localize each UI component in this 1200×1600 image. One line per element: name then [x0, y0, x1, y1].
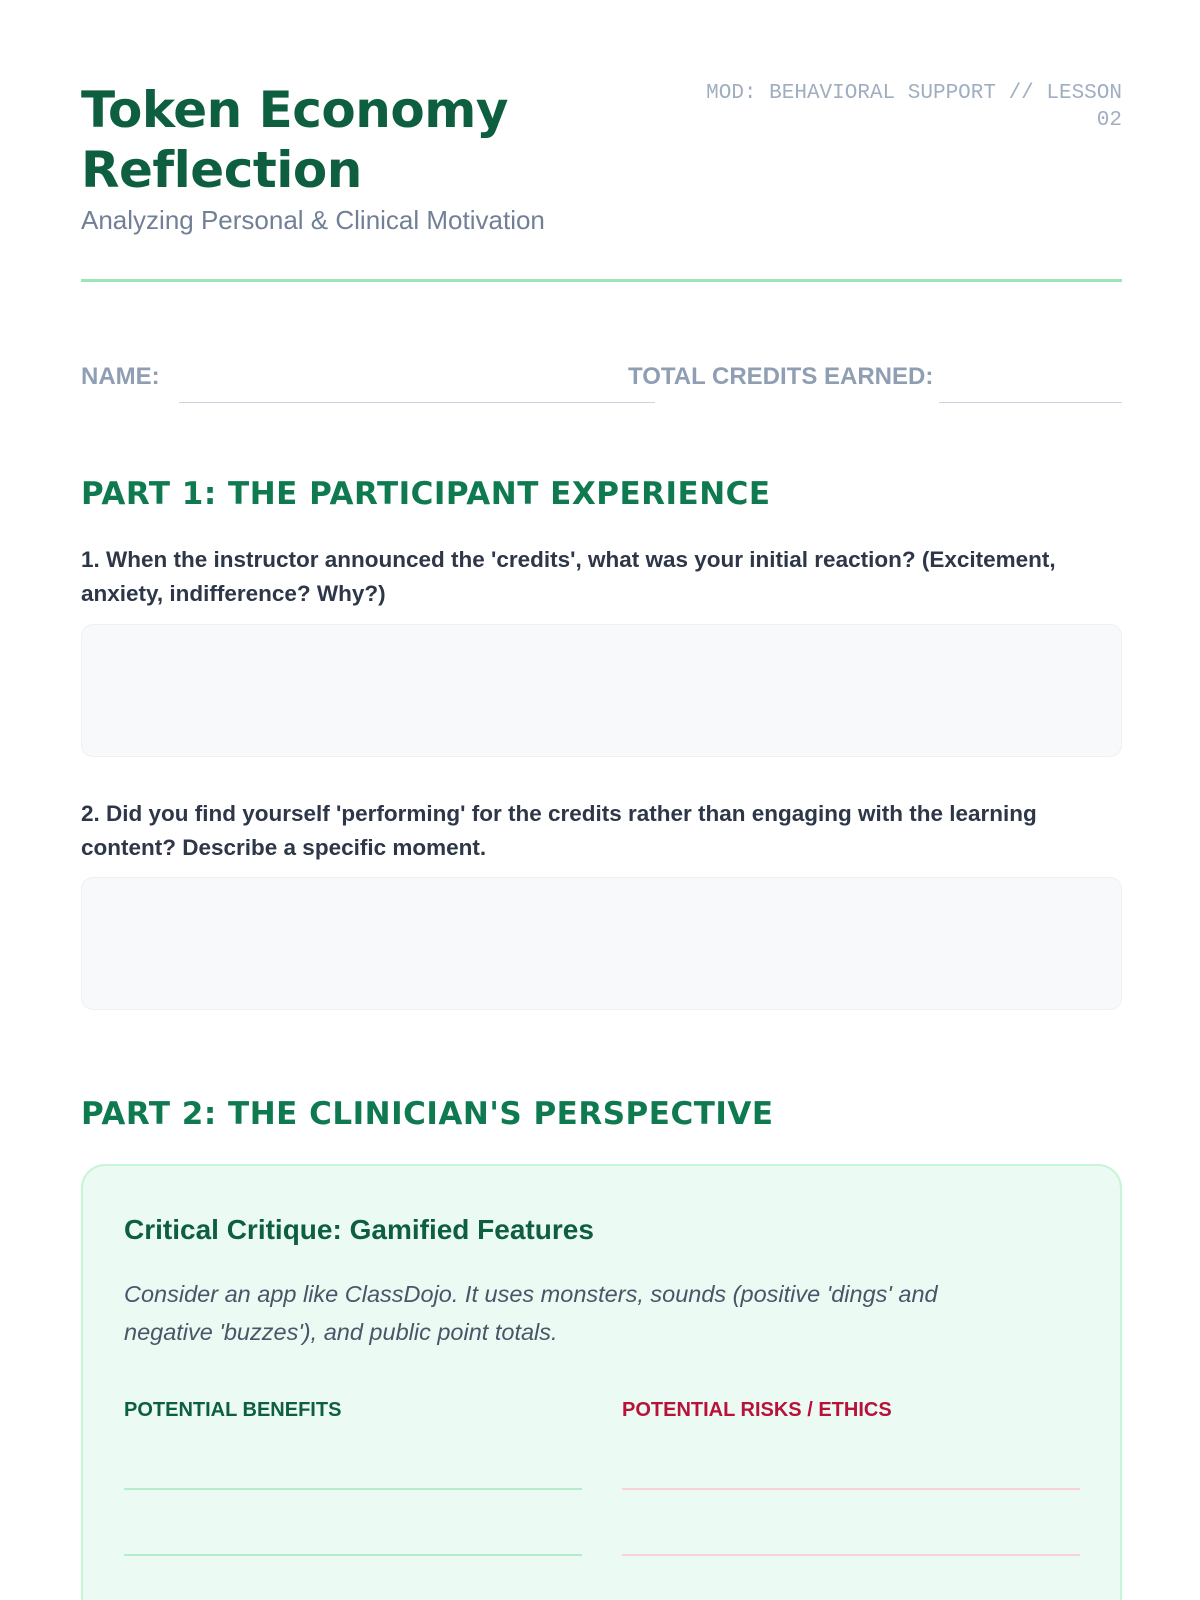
module-label: MOD: BEHAVIORAL SUPPORT // LESSON 02 — [706, 82, 1122, 132]
credits-label: TOTAL CREDITS EARNED: — [628, 363, 934, 390]
credits-field[interactable] — [939, 402, 1122, 403]
benefits-line-1[interactable] — [124, 1488, 582, 1490]
name-label: NAME: — [81, 363, 160, 390]
card-title: Critical Critique: Gamified Features — [124, 1214, 594, 1245]
part2-heading: PART 2: THE CLINICIAN'S PERSPECTIVE — [81, 1096, 774, 1132]
student-info-row — [81, 355, 1122, 405]
part1-heading: PART 1: THE PARTICIPANT EXPERIENCE — [81, 476, 771, 512]
benefits-label: POTENTIAL BENEFITS — [124, 1399, 342, 1421]
critique-card — [81, 1164, 1122, 1600]
benefits-line-2[interactable] — [124, 1554, 582, 1556]
worksheet-page — [81, 0, 1122, 1600]
risks-line-2[interactable] — [622, 1554, 1080, 1556]
card-prompt: Consider an app like ClassDojo. It uses monsters, sounds (positive 'dings' and negative 'buzzes'), and public point totals. — [124, 1281, 938, 1345]
question-1: 1. When the instructor announced the 'credits', what was your initial reaction? (Excitement, anxiety, indifference? Why?) — [81, 547, 1056, 606]
answer-box-2[interactable] — [81, 877, 1122, 1010]
answer-box-1[interactable] — [81, 624, 1122, 757]
risks-line-1[interactable] — [622, 1488, 1080, 1490]
page-subtitle: Analyzing Personal & Clinical Motivation — [81, 205, 545, 235]
worksheet-header — [81, 80, 1122, 282]
risks-label: POTENTIAL RISKS / ETHICS — [622, 1399, 892, 1421]
question-2: 2. Did you find yourself 'performing' for the credits rather than engaging with the learning content? Describe a specific moment. — [81, 801, 1037, 860]
page-title: Token Economy Reflection — [81, 81, 508, 199]
name-field[interactable] — [179, 402, 655, 403]
